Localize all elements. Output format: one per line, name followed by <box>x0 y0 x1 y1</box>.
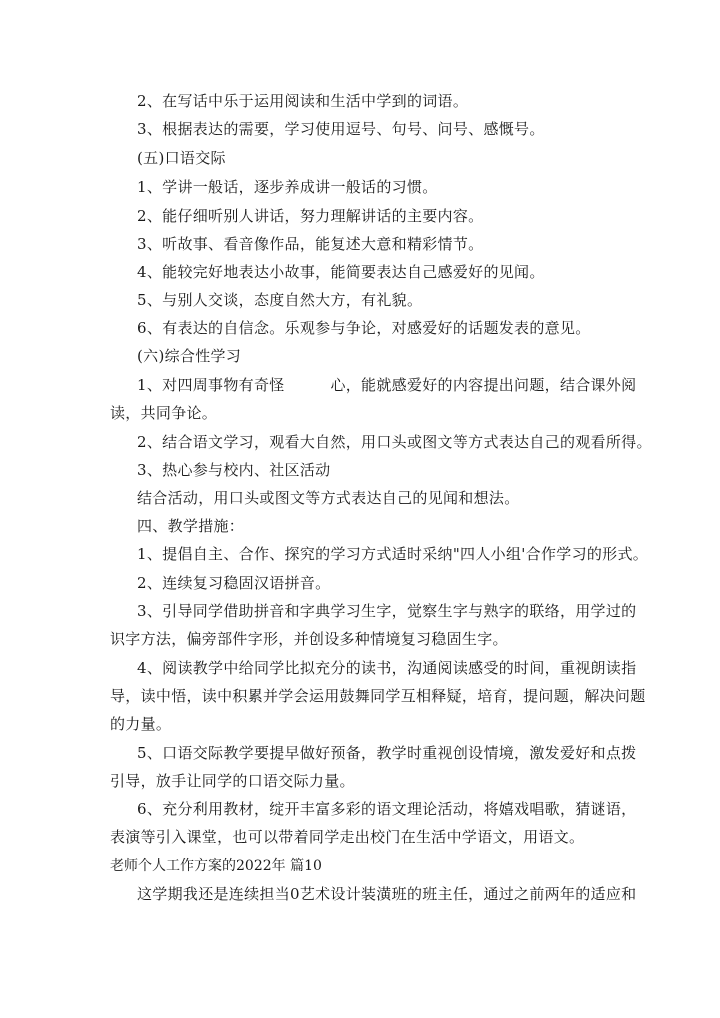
text-line: 4、阅读教学中给同学比拟充分的读书，沟通阅读感受的时间，重视朗读指 <box>137 659 637 677</box>
text-line: 1、提倡自主、合作、探究的学习方式适时采纳"四人小组'合作学习的形式。 <box>137 545 649 563</box>
text-line: 2、连续复习稳固汉语拼音。 <box>137 574 331 592</box>
text-line: 2、能仔细听别人讲话，努力理解讲话的主要内容。 <box>137 207 484 225</box>
text-line: 4、能较完好地表达小故事，能简要表达自己感爱好的见闻。 <box>137 263 545 281</box>
text-line: 2、结合语文学习，观看大自然，用口头或图文等方式表达自己的观看所得。 <box>137 433 652 451</box>
text-line: 读，共同争论。 <box>110 404 218 422</box>
text-line: 5、与别人交谈，态度自然大方，有礼貌。 <box>137 291 423 309</box>
text-line: 结合活动，用口头或图文等方式表达自己的见闻和想法。 <box>137 489 520 507</box>
text-line: 识字方法，偏旁部件字形，并创设多种情境复习稳固生字。 <box>110 630 508 648</box>
section-heading: (六)综合性学习 <box>137 347 242 365</box>
text-line: 表演等引入课堂，也可以带着同学走出校门在生活中学语文，用语文。 <box>110 828 585 846</box>
text-line: 1、对四周事物有奇怪 心，能就感爱好的内容提出问题，结合课外阅 <box>137 376 637 394</box>
text-line: 6、有表达的自信念。乐观参与争论，对感爱好的话题发表的意见。 <box>137 319 591 337</box>
text-line: 导，读中悟，读中积累并学会运用鼓舞同学互相释疑，培育，提问题，解决问题 <box>110 687 646 705</box>
text-line: 的力量。 <box>110 715 172 733</box>
text-line: 5、口语交际教学要提早做好预备，教学时重视创设情境，激发爱好和点拨 <box>137 744 637 762</box>
text-line: 这学期我还是连续担当0艺术设计装潢班的班主任，通过之前两年的适应和 <box>137 885 637 903</box>
text-line: 3、热心参与校内、社区活动 <box>137 461 331 479</box>
text-line: 3、听故事、看音像作品，能复述大意和精彩情节。 <box>137 235 484 253</box>
text-line: 1、学讲一般话，逐步养成讲一般话的习惯。 <box>137 178 438 196</box>
section-heading: (五)口语交际 <box>137 149 226 167</box>
text-line: 3、引导同学借助拼音和字典学习生字，觉察生字与熟字的联络，用学过的 <box>137 602 637 620</box>
section-heading: 四、教学措施： <box>137 517 245 535</box>
text-line: 3、根据表达的需要，学习使用逗号、句号、问号、感慨号。 <box>137 120 545 138</box>
document-section-title: 老师个人工作方案的2022年 篇10 <box>110 858 322 874</box>
text-line: 2、在写话中乐于运用阅读和生活中学到的词语。 <box>137 92 469 110</box>
text-line: 6、充分利用教材，绽开丰富多彩的语文理论活动，将嬉戏唱歌，猜谜语， <box>137 800 637 818</box>
text-line: 引导，放手让同学的口语交际力量。 <box>110 772 355 790</box>
